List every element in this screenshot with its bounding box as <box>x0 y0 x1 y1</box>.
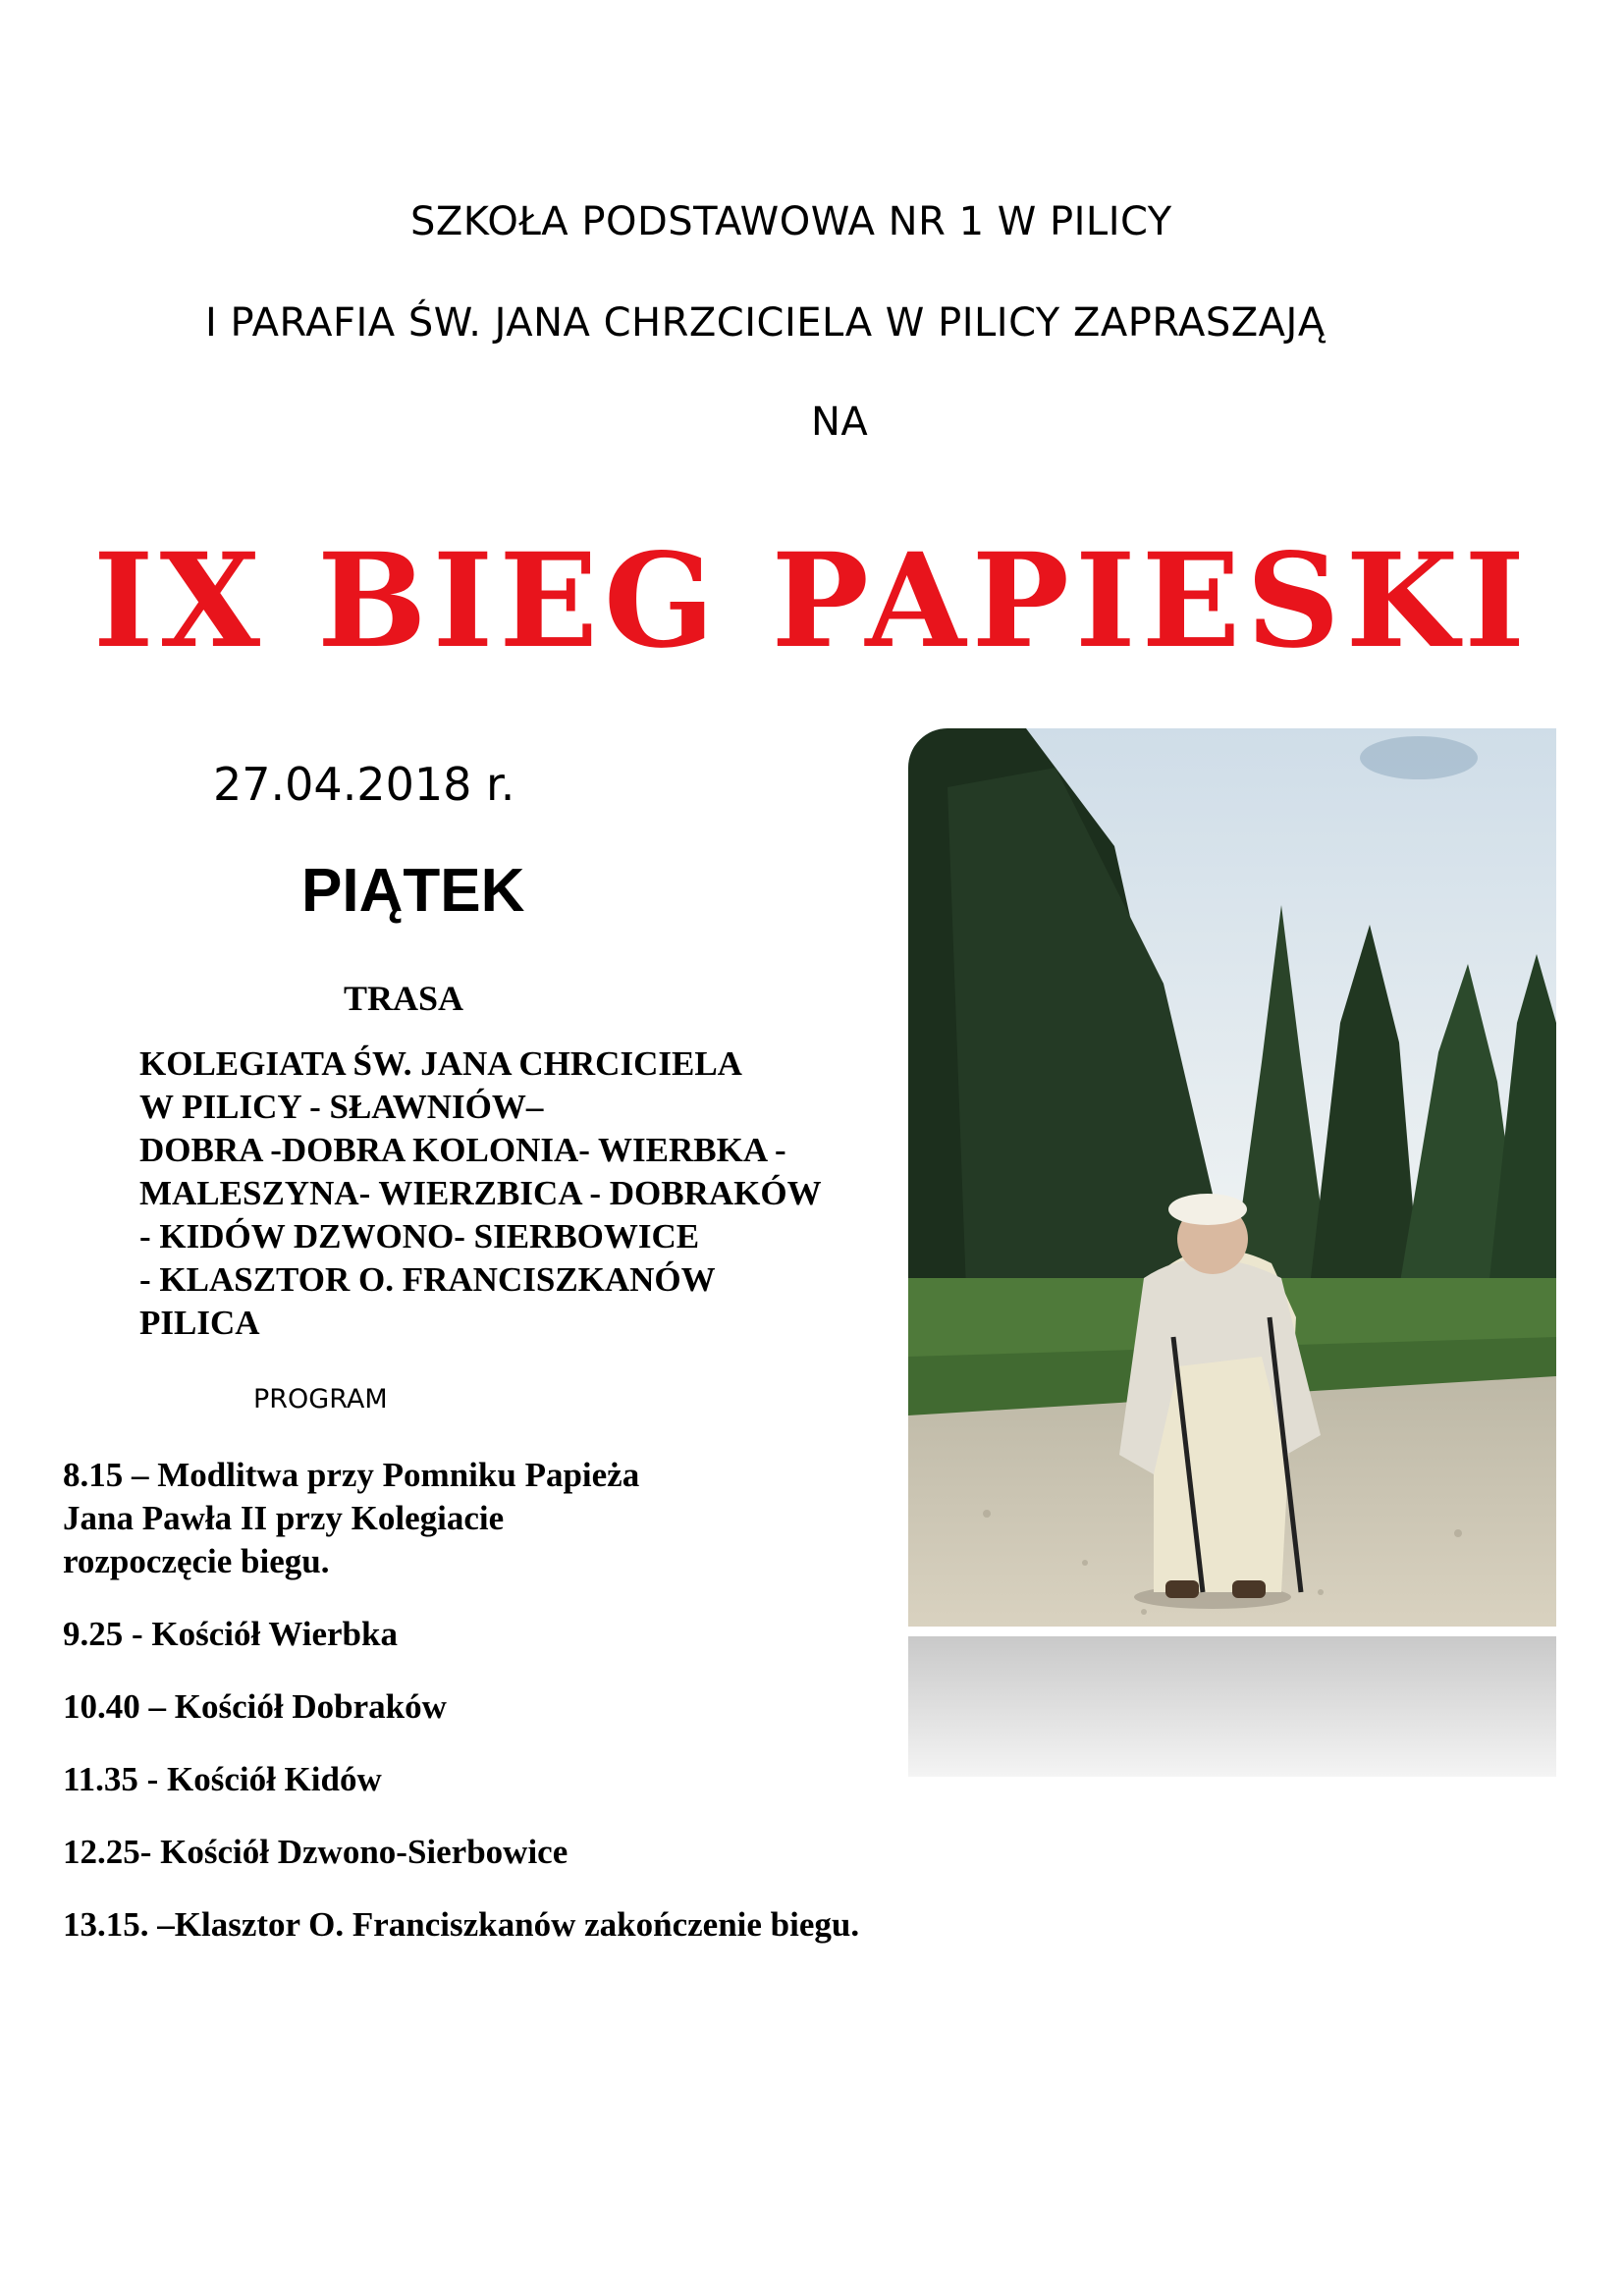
route-heading: TRASA <box>344 979 464 1018</box>
schedule-line: Jana Pawła II przy Kolegiacie <box>63 1499 505 1537</box>
invite-na: NA <box>811 400 869 445</box>
organizer-line-2: I PARAFIA ŚW. JANA CHRZCICIELA W PILICY ZAPRASZAJĄ <box>205 300 1326 346</box>
route-list <box>139 1042 822 1345</box>
program-heading: PROGRAM <box>253 1384 388 1415</box>
program-schedule <box>63 1454 859 1976</box>
schedule-item: 11.35 - Kościół Kidów <box>63 1760 382 1798</box>
organizer-line-1: SZKOŁA PODSTAWOWA NR 1 W PILICY <box>410 199 1172 244</box>
route-line: - KIDÓW DZWONO- SIERBOWICE <box>139 1217 700 1255</box>
event-day: PIĄTEK <box>301 857 525 925</box>
route-line: PILICA <box>139 1304 260 1342</box>
schedule-item: 13.15. –Klasztor O. Franciszkanów zakończenie biegu. <box>63 1905 860 1944</box>
route-line: - KLASZTOR O. FRANCISZKANÓW <box>139 1260 716 1299</box>
event-title: IX BIEG PAPIESKI <box>92 525 1532 677</box>
route-line: MALESZYNA- WIERZBICA - DOBRAKÓW <box>139 1174 822 1212</box>
event-date: 27.04.2018 r. <box>213 758 515 811</box>
schedule-line: 8.15 – Modlitwa przy Pomniku Papieża <box>63 1456 640 1494</box>
schedule-line: rozpoczęcie biegu. <box>63 1542 330 1580</box>
schedule-item: 10.40 – Kościół Dobraków <box>63 1687 447 1726</box>
route-line: KOLEGIATA ŚW. JANA CHRCICIELA <box>139 1044 742 1083</box>
pope-walking-in-forest-photo <box>908 728 1556 1777</box>
route-line: W PILICY - SŁAWNIÓW– <box>139 1088 544 1126</box>
schedule-item: 12.25- Kościół Dzwono-Sierbowice <box>63 1833 568 1871</box>
schedule-item <box>63 1454 859 1583</box>
schedule-item: 9.25 - Kościół Wierbka <box>63 1615 398 1653</box>
route-line: DOBRA -DOBRA KOLONIA- WIERBKA - <box>139 1131 786 1169</box>
